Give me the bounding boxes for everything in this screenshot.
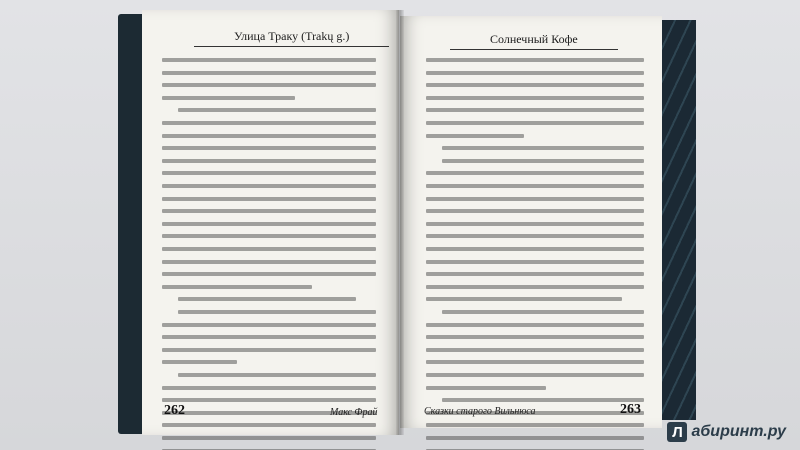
text-line [162,184,376,188]
text-line [426,247,644,251]
text-line [426,285,644,289]
text-line [426,58,644,62]
text-line [426,134,524,138]
text-line [426,234,644,238]
watermark [667,422,786,442]
text-line [162,423,376,427]
text-line [426,386,546,390]
text-line [178,108,376,112]
text-line [162,197,376,201]
text-line [426,171,644,175]
left-page-number: 262 [164,403,185,418]
text-line [162,398,376,402]
text-line [426,260,644,264]
text-line [426,121,644,125]
text-line [162,209,376,213]
text-line [162,436,376,440]
text-line [426,360,644,364]
watermark-badge: Л [667,422,687,442]
text-line [426,297,622,301]
text-line [162,222,376,226]
text-line [162,386,376,390]
text-line [162,83,376,87]
text-line [426,197,644,201]
right-text-block [426,54,644,400]
text-line [426,108,644,112]
text-line [426,373,644,377]
text-line [162,159,376,163]
left-page [142,10,399,435]
left-running-head: Улица Траку (Trakų g.) [234,29,350,43]
text-line [162,121,376,125]
text-line [162,285,312,289]
text-line [426,335,644,339]
text-line [442,310,644,314]
left-text-block [162,54,376,394]
text-line [426,272,644,276]
text-line [162,71,376,75]
text-line [162,146,376,150]
text-line [162,134,376,138]
right-page [400,16,662,428]
text-line [162,58,376,62]
text-line [442,159,644,163]
book-gutter [396,10,404,435]
left-footer: Макс Фрай [330,407,378,418]
text-line [178,373,376,377]
right-running-head: Солнечный Кофе [490,32,578,46]
text-line [178,310,376,314]
text-line [426,184,644,188]
text-line [162,360,237,364]
text-line [162,348,376,352]
text-line [426,71,644,75]
text-line [442,146,644,150]
right-page-number: 263 [620,402,641,417]
text-line [162,234,376,238]
right-footer: Сказки старого Вильнюса [424,406,536,417]
text-line [162,247,376,251]
text-line [426,323,644,327]
text-line [426,436,644,440]
text-line [178,297,356,301]
text-line [162,272,376,276]
text-line [162,171,376,175]
watermark-text: абиринт.ру [691,423,786,440]
text-line [442,398,644,402]
text-line [162,96,295,100]
text-line [426,222,644,226]
text-line [426,83,644,87]
text-line [426,423,644,427]
text-line [426,96,644,100]
text-line [426,209,644,213]
text-line [162,323,376,327]
text-line [162,335,376,339]
text-line [426,348,644,352]
text-line [162,260,376,264]
